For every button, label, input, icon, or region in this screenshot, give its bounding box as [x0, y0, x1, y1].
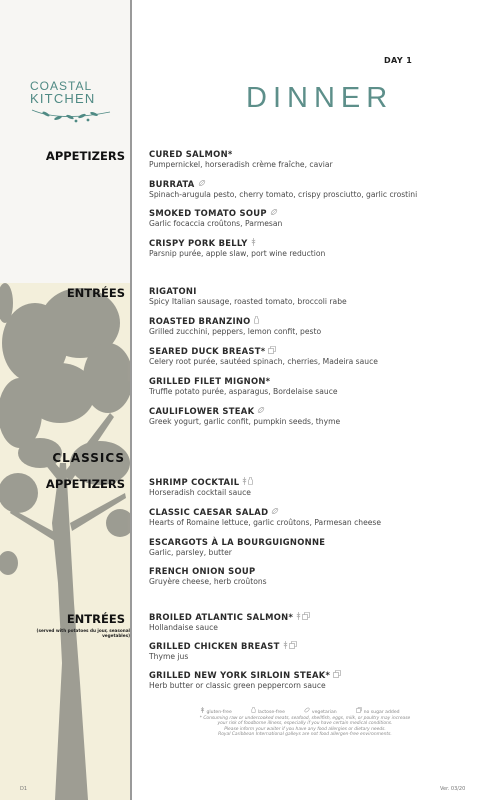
menu-item-name-text: BURRATA	[149, 179, 195, 189]
logo-line-2: KITCHEN	[30, 91, 96, 106]
menu-item	[149, 149, 469, 170]
menu-item-name-text: ESCARGOTS À LA BOURGUIGNONNE	[149, 537, 326, 547]
menu-item-name	[149, 641, 469, 652]
menu-item-description: Gruyère cheese, herb croûtons	[149, 577, 267, 586]
no-sugar-added-icon	[356, 707, 362, 713]
footnote-line: Royal Caribbean International galleys are not food allergen-free environments.	[218, 732, 392, 738]
no-sugar-added-icon	[302, 612, 310, 623]
menu-item-name-text: GRILLED FILET MIGNON*	[149, 376, 271, 386]
menu-item	[149, 179, 469, 200]
section-entrees: ENTRÉES	[66, 286, 125, 300]
menu-item-description: Truffle potato purée, asparagus, Bordelaise sauce	[149, 387, 338, 396]
classics-entrees-note: (served with potatoes du jour, seasonal vegetables)	[36, 628, 130, 638]
menu-item-name	[149, 477, 469, 488]
menu-item	[149, 208, 469, 229]
dietary-icons	[254, 316, 260, 327]
dietary-icons	[271, 507, 280, 518]
menu-item-description: Hollandaise sauce	[149, 623, 218, 632]
menu-item	[149, 477, 469, 498]
menu-code-left: D1	[20, 786, 28, 792]
menu-item-description: Garlic focaccia croûtons, Parmesan	[149, 219, 283, 228]
no-sugar-added-icon	[289, 641, 297, 652]
menu-item-name-text: GRILLED CHICKEN BREAST	[149, 641, 280, 651]
menu-item-name	[149, 346, 469, 357]
menu-item-name	[149, 537, 469, 548]
olive-branch-icon	[30, 106, 112, 124]
menu-item-name-text: RIGATONI	[149, 286, 197, 296]
menu-item	[149, 641, 469, 662]
dietary-icons	[283, 641, 298, 652]
menu-item-name	[149, 507, 469, 518]
menu-item-name	[149, 566, 469, 577]
menu-item	[149, 507, 469, 528]
gluten-free-icon	[283, 641, 288, 652]
menu-item-description: Garlic, parsley, butter	[149, 548, 232, 557]
menu-code-right: Ver. 03/20	[440, 786, 466, 792]
legend-gluten-free: gluten-free	[200, 710, 242, 715]
menu-item-name	[149, 149, 469, 160]
menu-item-name-text: CURED SALMON*	[149, 149, 233, 159]
menu-item	[149, 238, 469, 259]
menu-item-name	[149, 406, 469, 417]
menu-item-name-text: SEARED DUCK BREAST*	[149, 346, 266, 356]
menu-item-description: Spicy Italian sausage, roasted tomato, broccoli rabe	[149, 297, 347, 306]
menu-item-description: Greek yogurt, garlic confit, pumpkin seeds, thyme	[149, 417, 341, 426]
vegetarian-icon	[198, 179, 206, 190]
menu-item-name	[149, 670, 469, 681]
legend-vegetarian: vegetarian	[304, 710, 347, 715]
legend-lactose-free: lactose-free	[251, 710, 295, 715]
menu-item-name-text: CLASSIC CAESAR SALAD	[149, 507, 269, 517]
day-label: DAY 1	[384, 56, 413, 65]
menu-item-name	[149, 208, 469, 219]
menu-item-description: Herb butter or classic green peppercorn sauce	[149, 681, 326, 690]
lactose-free-icon	[248, 477, 253, 488]
footnote-line: your risk of foodborne illness, especially if you have certain medical conditions.	[217, 721, 393, 727]
menu-item	[149, 670, 469, 691]
dietary-legend	[200, 707, 418, 715]
menu-item-name-text: BROILED ATLANTIC SALMON*	[149, 612, 294, 622]
gluten-free-icon	[296, 612, 301, 623]
menu-item-name-text: GRILLED NEW YORK SIRLOIN STEAK*	[149, 670, 331, 680]
menu-item-name	[149, 316, 469, 327]
vegetarian-icon	[304, 707, 310, 713]
menu-item-name-text: FRENCH ONION SOUP	[149, 566, 256, 576]
section-classics-entrees: ENTRÉES	[66, 612, 125, 626]
section-classics-appetizers: APPETIZERS	[45, 477, 125, 491]
lactose-free-icon	[251, 707, 256, 713]
footnote-line: * Consuming raw or undercooked meats, seafood, shellfish, eggs, milk, or poultry may increase	[199, 716, 411, 721]
menu-item-name	[149, 179, 469, 190]
menu-item	[149, 286, 469, 307]
menu-item-name	[149, 238, 469, 249]
menu-item	[149, 406, 469, 427]
menu-item	[149, 566, 469, 587]
allergy-footnote	[160, 716, 450, 738]
legend-no-sugar-added: no sugar added	[356, 710, 408, 715]
menu-item-name	[149, 286, 469, 297]
section-classics: CLASSICS	[52, 451, 125, 465]
dietary-icons	[198, 179, 207, 190]
dietary-icons	[257, 406, 266, 417]
menu-item-description: Parsnip purée, apple slaw, port wine reduction	[149, 249, 326, 258]
lactose-free-icon	[254, 316, 259, 327]
menu-item-name	[149, 612, 469, 623]
dietary-icons	[333, 670, 342, 681]
page-title: DINNER	[246, 82, 394, 114]
menu-item	[149, 376, 469, 397]
section-appetizers: APPETIZERS	[45, 149, 125, 163]
menu-item-name-text: SMOKED TOMATO SOUP	[149, 208, 267, 218]
logo-line-1: COASTAL	[30, 79, 93, 93]
olive-tree-illustration	[0, 283, 130, 800]
menu-item-description: Thyme jus	[149, 652, 189, 661]
menu-item	[149, 346, 469, 367]
menu-item-name	[149, 376, 469, 387]
menu-item	[149, 612, 469, 633]
menu-item-description: Pumpernickel, horseradish crème fraîche, caviar	[149, 160, 333, 169]
dietary-icons	[296, 612, 311, 623]
vegetarian-icon	[271, 507, 279, 518]
coastal-kitchen-logo	[30, 80, 112, 128]
vegetarian-icon	[270, 208, 278, 219]
no-sugar-added-icon	[268, 346, 276, 357]
no-sugar-added-icon	[333, 670, 341, 681]
vertical-divider	[130, 0, 132, 800]
menu-item-description: Horseradish cocktail sauce	[149, 488, 251, 497]
gluten-free-icon	[251, 238, 256, 249]
menu-item-description: Spinach-arugula pesto, cherry tomato, crispy prosciutto, garlic crostini	[149, 190, 418, 199]
menu-item	[149, 316, 469, 337]
menu-item-name-text: SHRIMP COCKTAIL	[149, 477, 240, 487]
dietary-icons	[242, 477, 254, 488]
menu-item-name-text: ROASTED BRANZINO	[149, 316, 251, 326]
dietary-icons	[270, 208, 279, 219]
dietary-icons	[251, 238, 257, 249]
menu-item-description: Grilled zucchini, peppers, lemon confit, pesto	[149, 327, 322, 336]
menu-item-description: Hearts of Romaine lettuce, garlic croûtons, Parmesan cheese	[149, 518, 382, 527]
dietary-icons	[268, 346, 277, 357]
menu-item-name-text: CAULIFLOWER STEAK	[149, 406, 255, 416]
gluten-free-icon	[242, 477, 247, 488]
menu-item-name-text: CRISPY PORK BELLY	[149, 238, 248, 248]
gluten-free-icon	[200, 707, 205, 713]
menu-item-description: Celery root purée, sautéed spinach, cherries, Madeira sauce	[149, 357, 378, 366]
vegetarian-icon	[257, 406, 265, 417]
footnote-line: Please inform your waiter if you have any food allergies or dietary needs.	[224, 726, 386, 732]
menu-item	[149, 537, 469, 558]
